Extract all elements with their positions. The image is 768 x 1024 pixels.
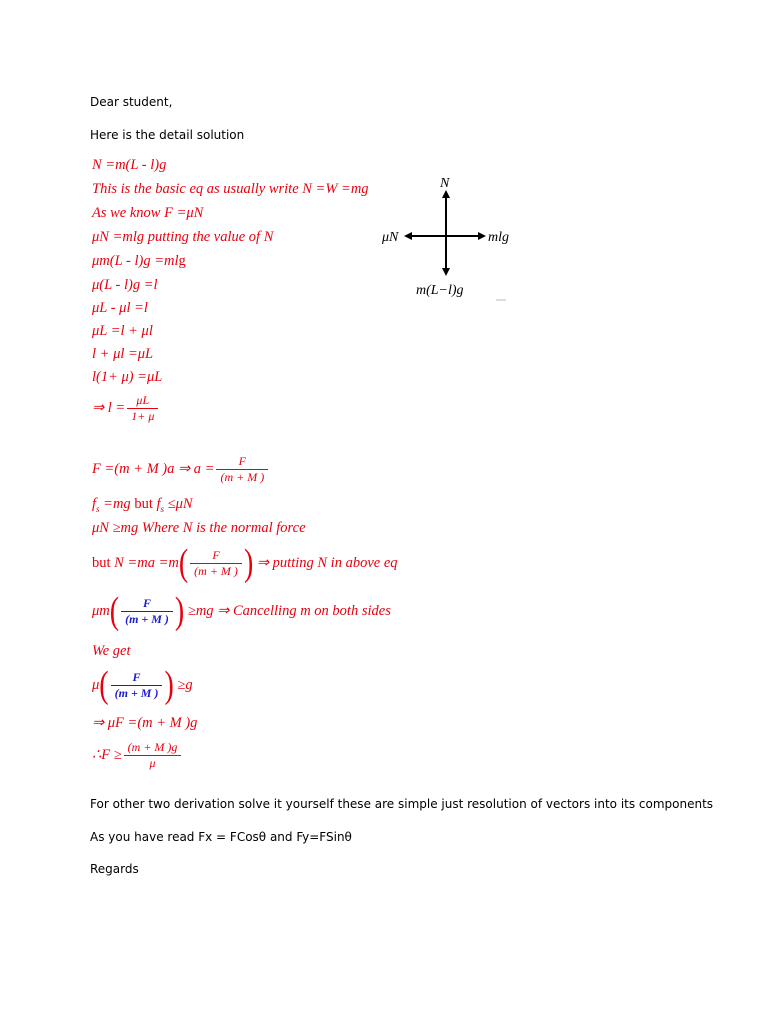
- equation-step-6: μ(L - l)g =l: [92, 277, 158, 293]
- equation-inequality: μ( $\frac{F}{(m + M )}$ ) ≥g: [92, 663, 193, 706]
- equation-step-8: μL =l + μl: [92, 323, 153, 339]
- sign-off: Regards: [90, 862, 139, 876]
- equation-result-l: ⇒ l = $\frac{\mu L}{1+ \mu}$: [92, 393, 160, 424]
- equation-we-get: We get: [92, 643, 131, 659]
- equation-condition: μN ≥mg Where N is the normal force: [92, 520, 306, 536]
- label-weight: m(L−l)g: [416, 283, 464, 298]
- equation-friction-law: As we know F =μN: [92, 205, 204, 221]
- equation-acceleration: F =(m + M )a ⇒ a = $\frac{F}{(m + M )}$: [92, 454, 270, 485]
- equation-step-10: l(1+ μ) =μL: [92, 369, 163, 385]
- greeting: Dear student,: [90, 95, 173, 109]
- equation-step-7: μL - μl =l: [92, 300, 148, 316]
- equation-basic-note: This is the basic eq as usually write N =W =mg: [92, 181, 369, 197]
- formula-note: As you have read Fx = FCosθ and Fy=FSinθ: [90, 830, 352, 844]
- equation-substitution: μN =mlg putting the value of N: [92, 229, 274, 245]
- intro-line: Here is the detail solution: [90, 128, 245, 142]
- equation-normal-force: N =m(L - l)g: [92, 157, 167, 173]
- equation-muF: ⇒ μF =(m + M )g: [92, 715, 198, 731]
- equation-static-friction: $f_s =mg$ but $f_s \le\mu N$: [92, 496, 193, 514]
- equation-step-5: μm(L - l)g =mlg: [92, 253, 186, 269]
- label-normal: N: [440, 176, 450, 191]
- equation-final: ∴F ≥ $\frac{(m + M )g}{\mu}$: [92, 740, 183, 771]
- force-diagram: [378, 172, 518, 302]
- equation-normal-ma: but N =ma =m( $\frac{F}{(m + M )}$ ) ⇒ putting N in above eq: [92, 541, 398, 584]
- equation-step-9: l + μl =μL: [92, 346, 154, 362]
- closing-note: For other two derivation solve it yourself these are simple just resolution of vectors into its components: [90, 797, 714, 811]
- label-friction: μN: [382, 230, 399, 245]
- equation-cancel: μm( $\frac{F}{(m + M )}$ ) ≥mg ⇒ Cancelling m on both sides: [92, 589, 391, 632]
- label-mlg: mlg: [488, 230, 509, 245]
